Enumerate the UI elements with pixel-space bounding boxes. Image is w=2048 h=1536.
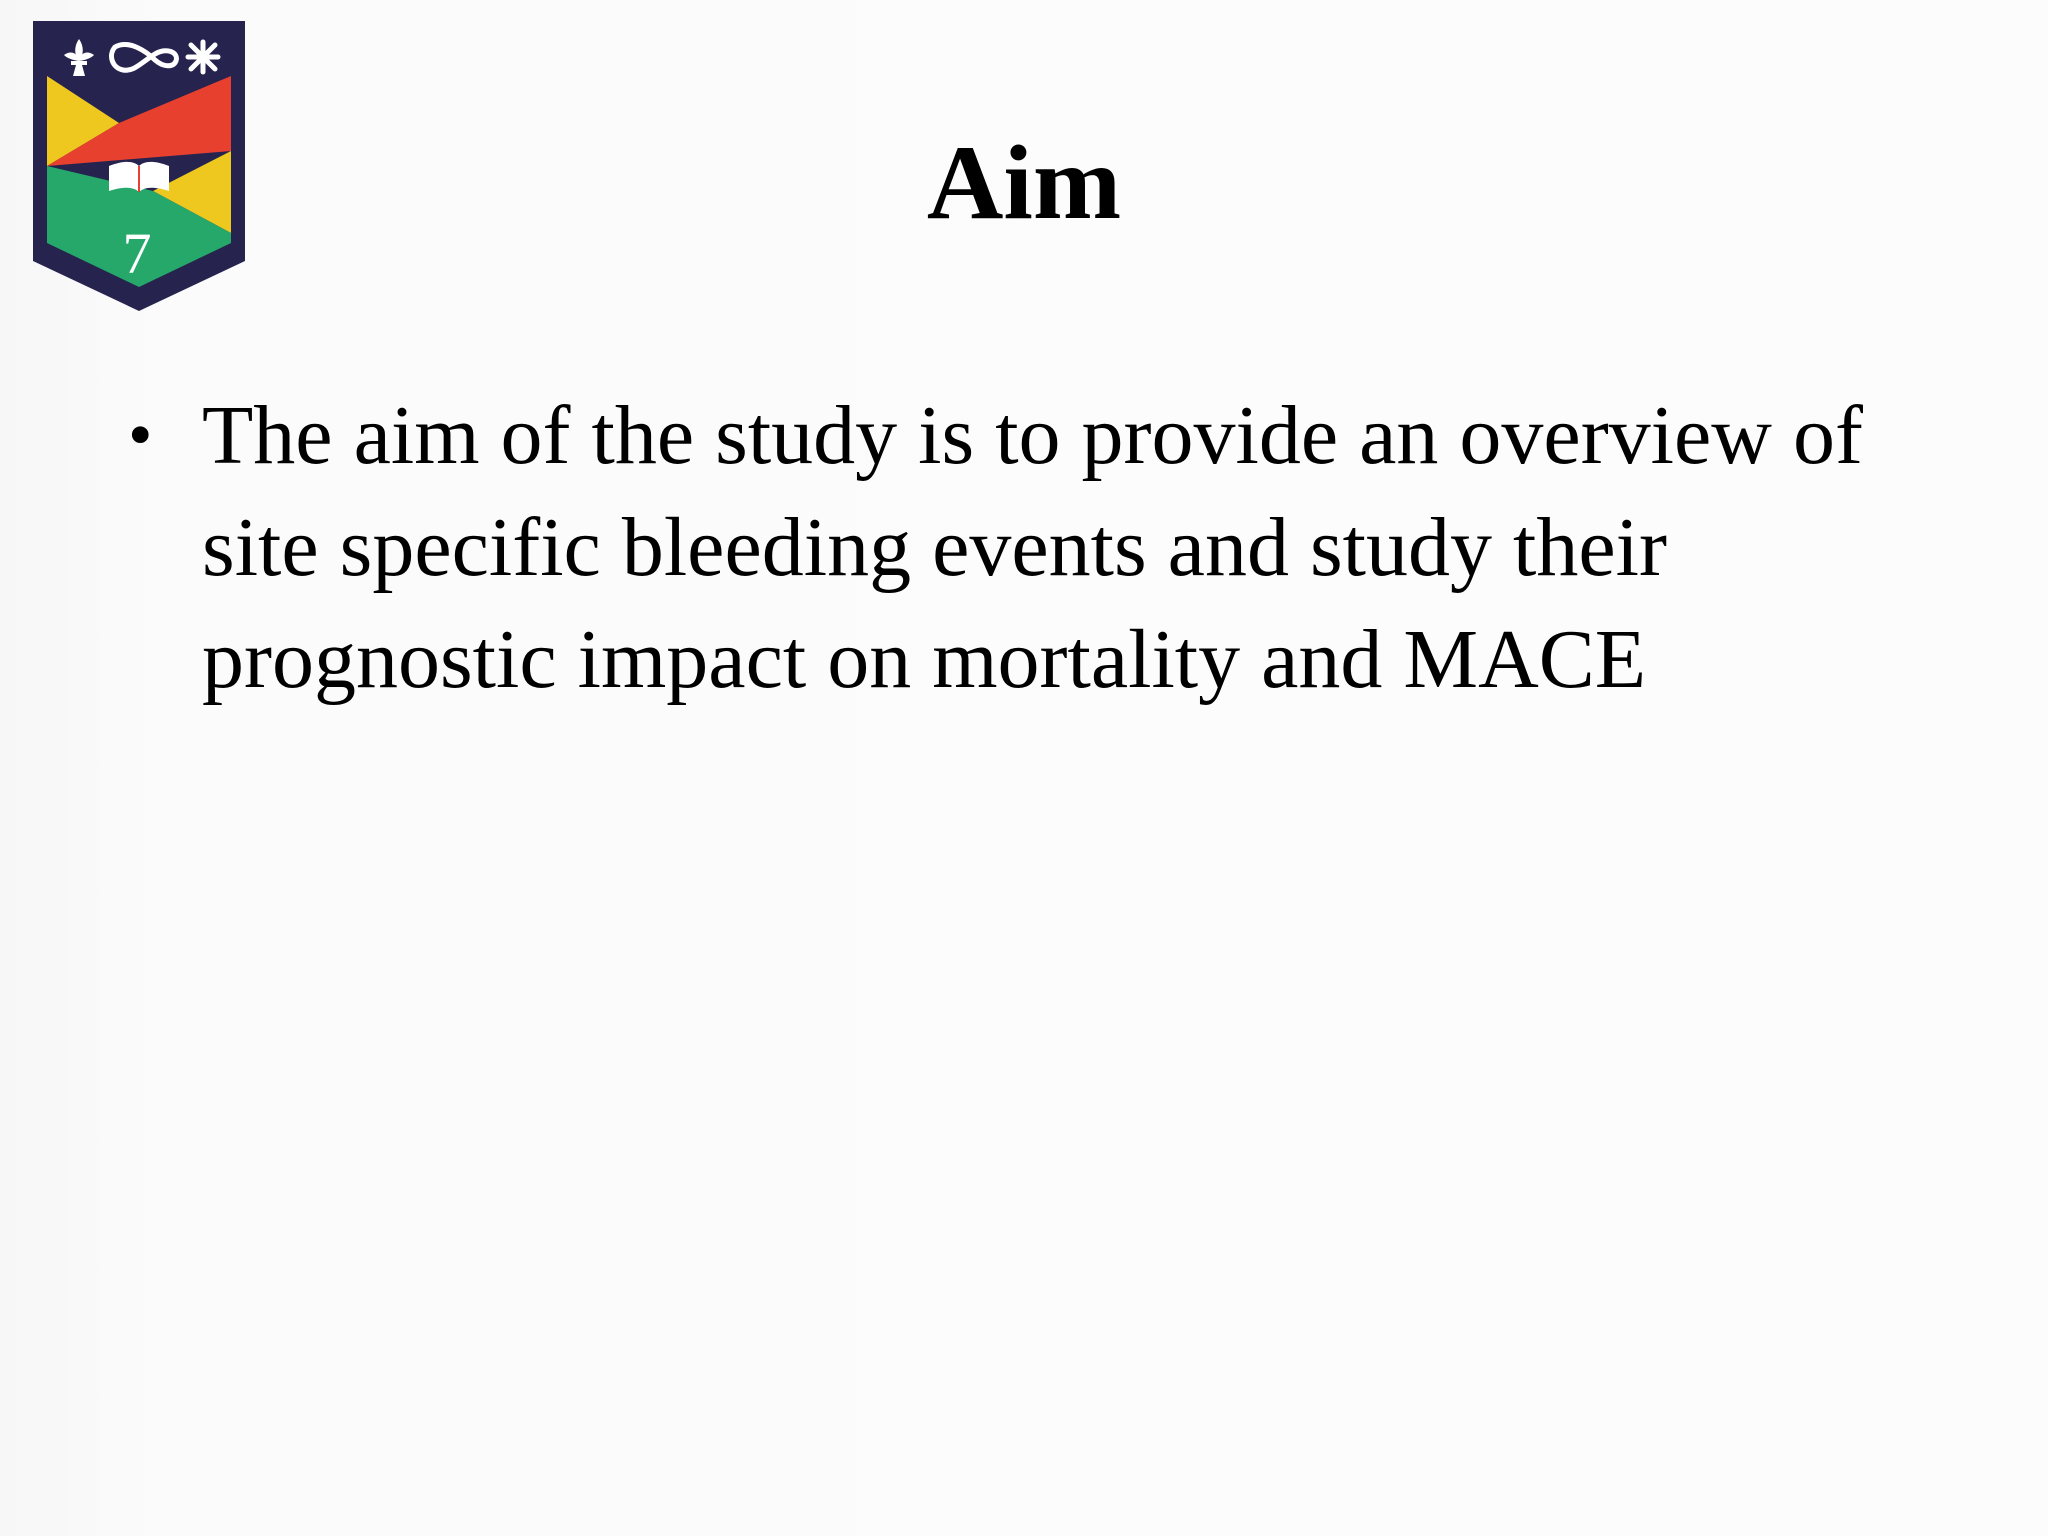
bullet-item xyxy=(120,380,1940,716)
bullet-text: The aim of the study is to provide an overview of site specific bleeding events and study their prognostic impact on mortality and MACE xyxy=(202,389,1863,706)
slide-title: Aim xyxy=(926,124,1122,241)
bullet-list xyxy=(120,380,1940,716)
bullet-marker: • xyxy=(128,397,153,474)
crest-numeral: 7 xyxy=(122,221,152,286)
cross-icon xyxy=(188,42,218,72)
